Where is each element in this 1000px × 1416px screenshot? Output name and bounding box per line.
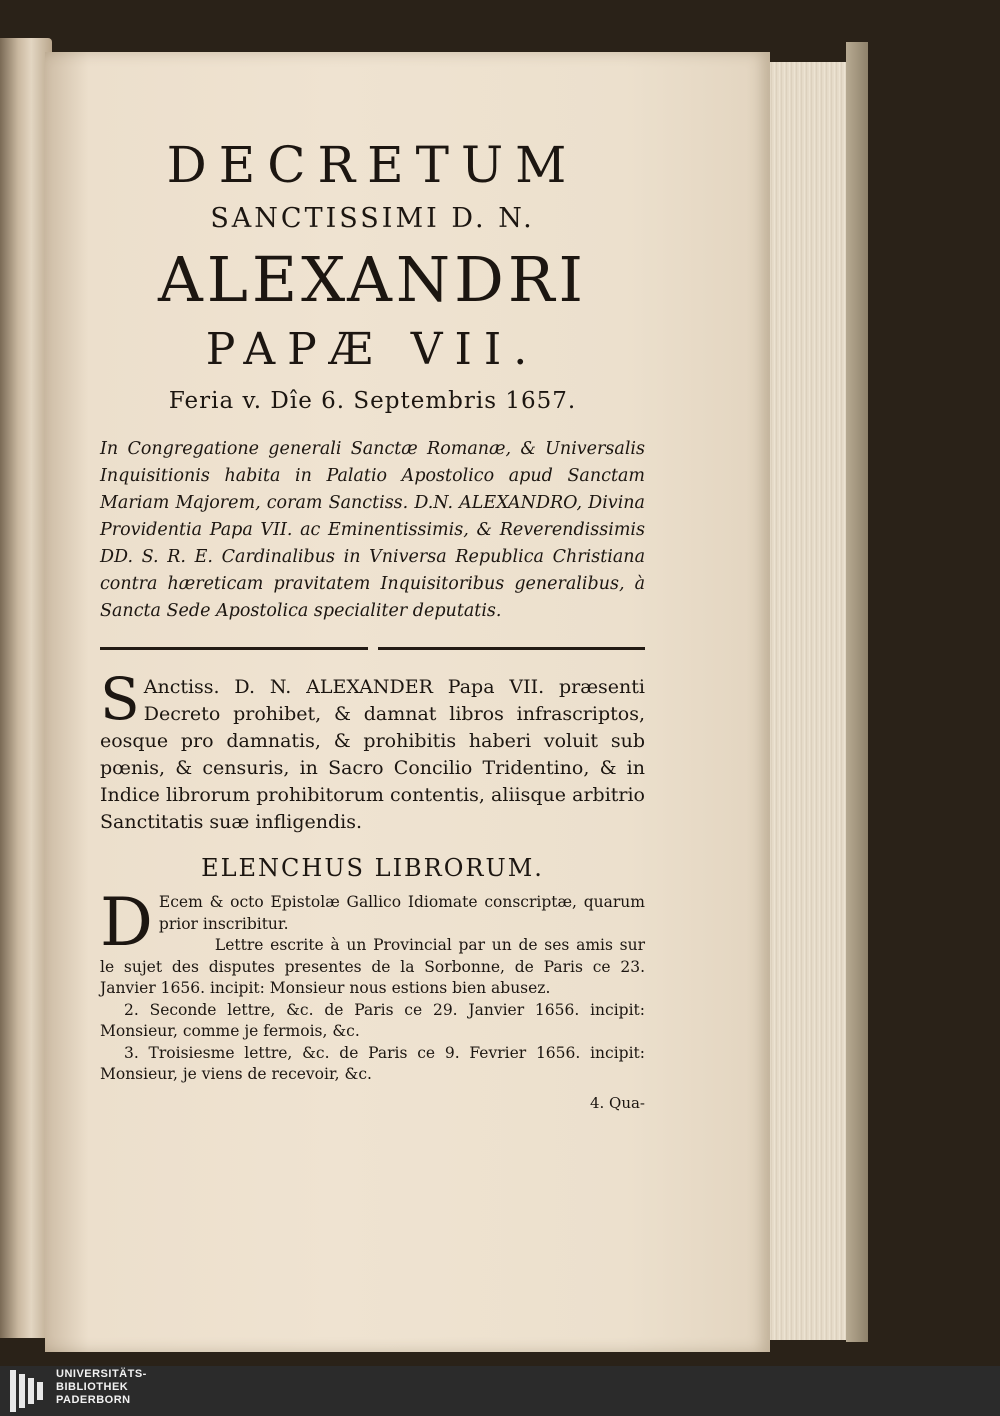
- library-logo-icon: [10, 1370, 50, 1412]
- decree-paragraph: [100, 665, 645, 836]
- elenchus-heading: ELENCHUS LIBRORUM.: [201, 854, 544, 882]
- title-alexandri: ALEXANDRI: [157, 243, 588, 316]
- book-list-item: 2. Seconde lettre, &c. de Paris ce 29. Janvier 1656. incipit: Monsieur, comme je fermois, &c.: [100, 1000, 645, 1040]
- decree-text: Anctiss. D. N. ALEXANDER Papa VII. præsenti Decreto prohibet, & damnat libros infrascriptos, eosque pro damnatis, & prohibitis haberi voluit sub pœnis, & censuris, in Sacro Concilio Tridentino, & in Indice librorum prohibitorum contentis, aliisque arbitrio Sanctitatis suæ infligendis.: [100, 676, 645, 833]
- library-logo-text: [56, 1368, 147, 1407]
- book-list-lettre: Lettre escrite à un Provincial par un de ses amis sur le sujet des disputes presentes de la Sorbonne, de Paris ce 23. Janvier 1656. incipit: Monsieur nous estions bien abusez.: [100, 936, 645, 997]
- book-list-first: Ecem & octo Epistolæ Gallico Idiomate conscriptæ, quarum prior inscribitur.: [158, 893, 645, 933]
- intro-paragraph: In Congregatione generali Sanctæ Romanæ, & Universalis Inquisitionis habita in Palatio Apostolico apud Sanctam Mariam Majorem, coram Sanctiss. D.N. ALEXANDRO, Divina Providentia Papa VII. ac Eminentissimis, & Reverendissimis DD. S. R. E. Cardinalibus in Vniversa Republica Christiana contra hæreticam pravitatem Inquisitoribus generalibus, à Sancta Sede Apostolica specialiter deputatis.: [100, 439, 645, 621]
- logo-line-3: PADERBORN: [56, 1394, 131, 1406]
- page-block-edge: [763, 62, 859, 1340]
- title-sanctissimi: SANCTISSIMI D. N.: [210, 203, 535, 234]
- library-footer: [0, 1366, 1000, 1416]
- book-list-item: 3. Troisiesme lettre, &c. de Paris ce 9. Fevrier 1656. incipit: Monsieur, je viens de recevoir, &c.: [100, 1043, 645, 1083]
- title-decretum: DECRETUM: [166, 136, 579, 194]
- title-papae: PAPÆ VII.: [205, 324, 540, 375]
- elenchus-initial: D: [100, 884, 153, 961]
- decree-initial: S: [100, 665, 140, 733]
- divider-rule: [100, 647, 645, 650]
- book-list: [100, 884, 645, 1086]
- page-content: [100, 138, 645, 1112]
- catchword: 4. Qua-: [589, 1093, 645, 1112]
- logo-line-2: BIBLIOTHEK: [56, 1381, 129, 1393]
- decree-date: Feria v. Dîe 6. Septembris 1657.: [168, 388, 577, 414]
- book-cover-edge: [846, 42, 868, 1342]
- logo-line-1: UNIVERSITÄTS-: [56, 1368, 147, 1380]
